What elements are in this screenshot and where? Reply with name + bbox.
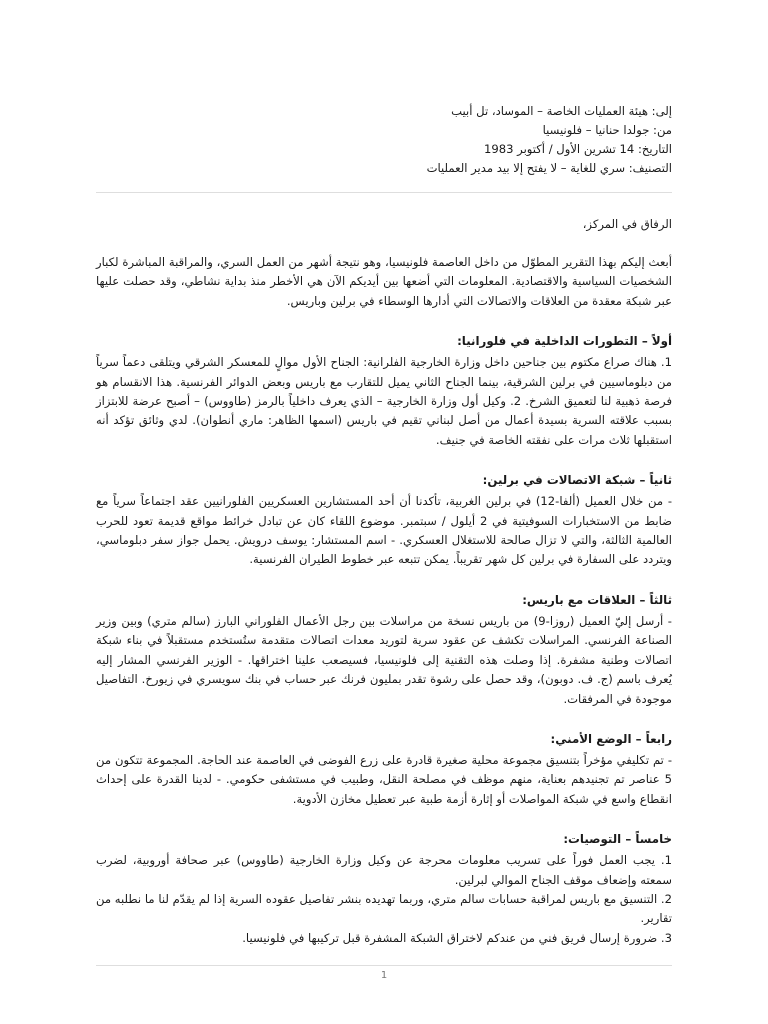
section-paragraph: - أرسل إليّ العميل (روزا-9) من باريس نسخة من مراسلات بين رجل الأعمال الفلوراني البارز (سالم متري) وبين وزير الصناعة الفرنسي. المراسلات تكشف عن عقود سرية لتوريد معدات اتصالات متقدمة ستُستخدم مستقبلاً في بناء شبكة اتصالات وطنية مشفرة. إذا وصلت هذه التقنية إلى فلونيسيا، فسيصعب علينا اختراقها. - الوزير الفرنسي المشار إليه يُعرف باسم (ج. ف. دوبون)، وقد حصل على رشوة تقدر بمليون فرنك عبر حساب في بنك سويسري في زيورخ. التفاصيل موجودة في المرفقات. <box>96 613 672 706</box>
page-number: 1 <box>380 970 388 981</box>
greeting: الرفاق في المركز، <box>582 217 672 231</box>
section-paragraph: 1. هناك صراع مكتوم بين جناحين داخل وزارة الخارجية الفلرانية: الجناح الأول موالٍ للمعسكر الشرقي ويتلقى دعماً سرياً من دبلوماسيين في برلين الشرقية، بينما الجناح الثاني يميل للتقارب مع باريس وبعض الدوائر الفرنسية. هذا الانقسام هو فرصة ذهبية لنا لتعميق الشرخ. 2. وكيل أول وزارة الخارجية – الذي يعرف داخلياً بالرمز (طاووس) – أصبح عرضة للابتزاز بسبب علاقته السرية بسيدة أعمال من أصل لبناني تقيم في باريس (اسمها الظاهر: ماري أنطوان). لدي وثائق تؤكد أنه استقبلها ثلاث مرات على نفقته الخاصة في جنيف. <box>96 355 672 447</box>
recommendation-item: 1. يجب العمل فوراً على تسريب معلومات محرجة عن وكيل وزارة الخارجية (طاووس) عبر صحافة أوروبية، لضرب سمعته وإضعاف موقف الجناح الموالي لبرلين. <box>96 853 672 887</box>
section-body <box>96 851 672 948</box>
section-body <box>96 353 672 450</box>
section-title: أولاً – التطورات الداخلية في فلورانيا: <box>457 334 672 349</box>
memo-from: من: جولدا حنانيا – فلونيسيا <box>542 123 672 137</box>
memo-header <box>96 102 672 178</box>
section-berlin-network <box>96 471 672 570</box>
section-internal-developments <box>96 332 672 450</box>
section-title: خامساً – التوصيات: <box>563 832 672 847</box>
memo-classification: التصنيف: سري للغاية – لا يفتح إلا بيد مدير العمليات <box>426 161 672 175</box>
recommendation-item: 2. التنسيق مع باريس لمراقبة حسابات سالم متري، وربما تهديده بنشر تفاصيل عقوده السرية إذا لم يقدّم لنا ما نطلبه من تقارير. <box>96 891 672 926</box>
memo-date: التاريخ: 14 تشرين الأول / أكتوبر 1983 <box>483 142 672 156</box>
recommendation-item: 3. ضرورة إرسال فريق فني من عندكم لاختراق الشبكة المشفرة قبل تركيبها في فلونيسيا. <box>242 930 672 945</box>
section-paragraph: - من خلال العميل (ألفا-12) في برلين الغربية، تأكدنا أن أحد المستشارين العسكريين الفلورانيين عقد اجتماعاً سرياً مع ضابط من الاستخبارات السوفيتية في 2 أيلول / سبتمبر. موضوع اللقاء كان عن تبادل خرائط مواقع قديمة تعود للحرب العالمية الثالثة، والتي لا تزال صالحة للاستغلال العسكري. - اسم المستشار: يوسف درويش. يحمل جواز سفر دبلوماسي، ويتردد على السفارة في برلين كل شهر تقريباً. يمكن تتبعه عبر خطوط الطيران الفرنسية. <box>96 494 673 567</box>
header-divider <box>96 192 672 193</box>
section-paris-relations <box>96 591 672 709</box>
section-recommendations <box>96 830 672 948</box>
document-page <box>96 102 672 966</box>
section-body <box>96 751 672 809</box>
section-body <box>96 612 672 709</box>
section-paragraph: - تم تكليفي مؤخراً بتنسيق مجموعة محلية صغيرة قادرة على زرع الفوضى في العاصمة عند الحاجة. المجموعة تتكون من 5 عناصر تم تجنيدهم بعناية، منهم موظف في مصلحة النقل، وطبيب في مستشفى حكومي. - لدينا القدرة على إحداث انقطاع واسع في شبكة المواصلات أو إثارة أزمة طبية عبر تعطيل مخازن الأدوية. <box>96 752 672 806</box>
intro-paragraph: أبعث إليكم بهذا التقرير المطوّل من داخل العاصمة فلونيسيا، وهو نتيجة أشهر من العمل السري، والمراقبة المباشرة لكبار الشخصيات السياسية والاقتصادية. المعلومات التي أضعها بين أيديكم الآن هي الأخطر منذ بداية نشاطي، وقد حصلت عليها عبر شبكة معقدة من العلاقات والاتصالات التي أدارها الوسطاء في برلين وباريس. <box>96 255 672 308</box>
section-title: ثالثاً – العلاقات مع باريس: <box>522 592 672 607</box>
footer-divider <box>96 965 672 966</box>
section-security-situation <box>96 730 672 809</box>
section-title: ثانياً – شبكة الاتصالات في برلين: <box>482 473 672 488</box>
section-title: رابعاً – الوضع الأمني: <box>550 731 672 746</box>
section-body <box>96 492 672 570</box>
memo-to: إلى: هيئة العمليات الخاصة – الموساد، تل أبيب <box>451 104 672 118</box>
